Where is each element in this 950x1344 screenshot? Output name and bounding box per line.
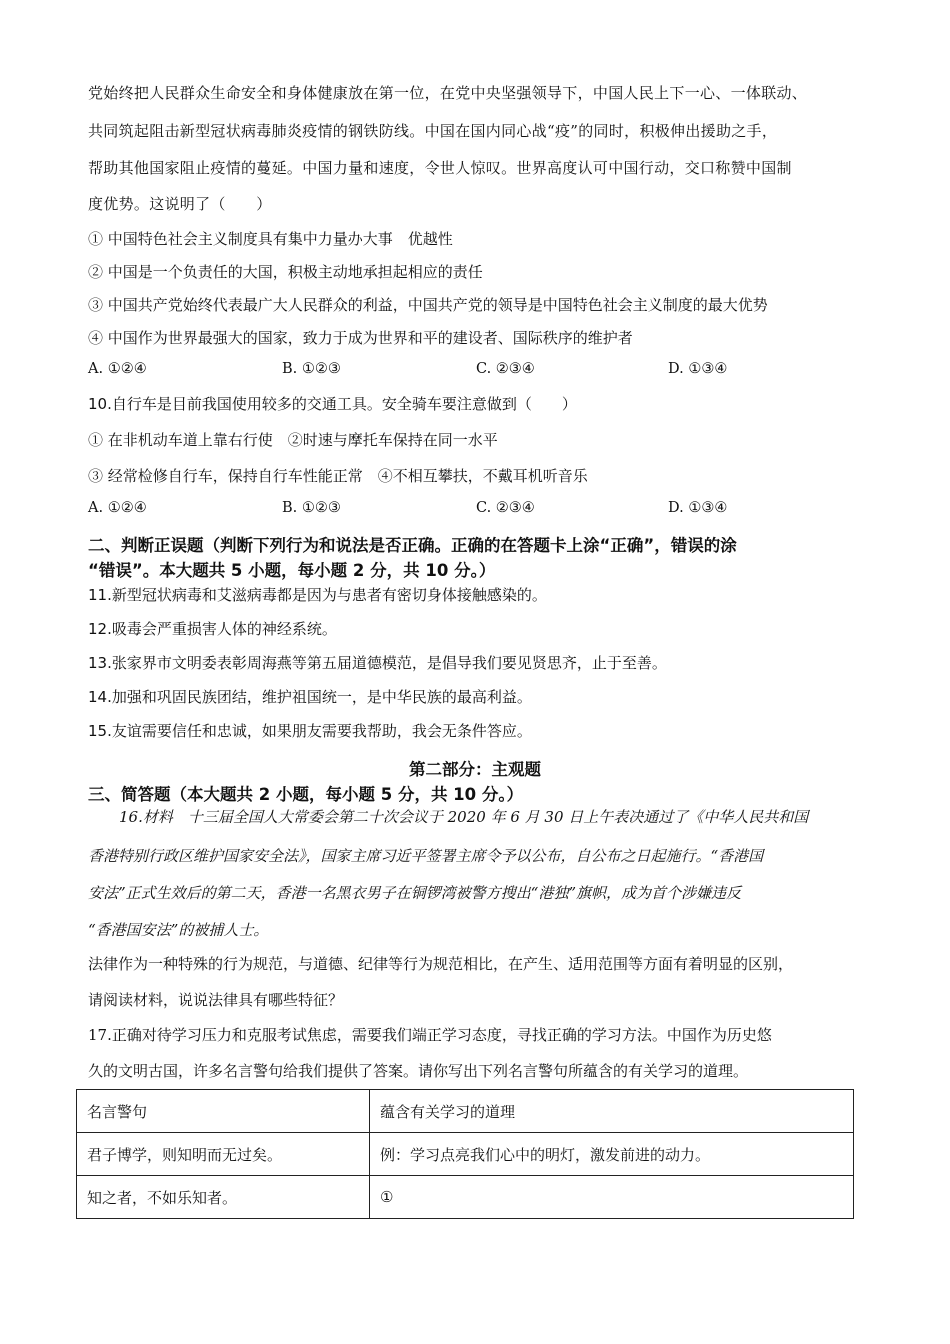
table-header-quote: 名言警句 [77, 1090, 370, 1133]
q10-item-1: ① 在非机动车道上靠右行使 ②时速与摩托车保持在同一水平 [88, 431, 498, 449]
q16-material-line-1: 16.材料 十三届全国人大常委会第二十次会议于 2020 年 6 月 30 日上午表决通过了《中华人民共和国 [119, 808, 809, 826]
table-header-row [77, 1090, 854, 1133]
q14: 14.加强和巩固民族团结，维护祖国统一，是中华民族的最高利益。 [88, 688, 532, 706]
table-row [77, 1176, 854, 1219]
q9-item-2: ② 中国是一个负责任的大国，积极主动地承担起相应的责任 [88, 263, 483, 281]
q10-option-a: A. ①②④ [88, 500, 147, 516]
q17-line-1: 17.正确对待学习压力和克服考试焦虑，需要我们端正学习态度，寻找正确的学习方法。中国作为历史悠 [88, 1026, 772, 1044]
q16-material-line-2: 香港特别行政区维护国家安全法》，国家主席习近平签署主席令予以公布，自公布之日起施行。“香港国 [88, 847, 764, 865]
q16-question-line-2: 请阅读材料，说说法律具有哪些特征？ [88, 991, 344, 1009]
table-row [77, 1133, 854, 1176]
q10-item-2: ③ 经常检修自行车，保持自行车性能正常 ④不相互攀扶，不戴耳机听音乐 [88, 467, 588, 485]
section2-heading-line-1: 二、判断正误题（判断下列行为和说法是否正确。正确的在答题卡上涂“正确”，错误的涂 [88, 536, 737, 555]
q10-stem: 10.自行车是目前我国使用较多的交通工具。安全骑车要注意做到（ ） [88, 395, 577, 413]
q9-option-a: A. ①②④ [88, 361, 147, 377]
table-cell: 知之者，不如乐知者。 [77, 1176, 370, 1219]
q9-option-c: C. ②③④ [476, 361, 535, 377]
q17-line-2: 久的文明古国，许多名言警句给我们提供了答案。请你写出下列名言警句所蕴含的有关学习的道理。 [88, 1062, 749, 1080]
q9-item-4: ④ 中国作为世界最强大的国家，致力于成为世界和平的建设者、国际秩序的维护者 [88, 329, 633, 347]
quotes-table [76, 1089, 854, 1219]
q9-stem-line-2: 共同筑起阻击新型冠状病毒肺炎疫情的钢铁防线。中国在国内同心战“疫”的同时，积极伸出援助之手， [88, 122, 778, 140]
q9-option-d: D. ①③④ [668, 361, 728, 377]
table-cell: 例：学习点亮我们心中的明灯，激发前进的动力。 [370, 1133, 854, 1176]
q10-option-b: B. ①②③ [282, 500, 341, 516]
q13: 13.张家界市文明委表彰周海燕等第五届道德模范，是倡导我们要见贤思齐，止于至善。 [88, 654, 667, 672]
q9-stem-line-3: 帮助其他国家阻止疫情的蔓延。中国力量和速度，令世人惊叹。世界高度认可中国行动，交口称赞中国制 [88, 159, 792, 177]
q9-item-1: ① 中国特色社会主义制度具有集中力量办大事 优越性 [88, 230, 453, 248]
q12: 12.吸毒会严重损害人体的神经系统。 [88, 620, 337, 638]
q11: 11.新型冠状病毒和艾滋病毒都是因为与患者有密切身体接触感染的。 [88, 586, 547, 604]
q9-stem-line-1: 党始终把人民群众生命安全和身体健康放在第一位，在党中央坚强领导下，中国人民上下一心、一体联动、 [88, 84, 808, 102]
q16-material-line-3: 安法”正式生效后的第二天，香港一名黑衣男子在铜锣湾被警方搜出“港独”旗帜，成为首个涉嫌违反 [88, 884, 742, 902]
q10-option-c: C. ②③④ [476, 500, 535, 516]
section2-heading-line-2: “错误”。本大题共 5 小题，每小题 2 分，共 10 分。） [88, 561, 496, 580]
q10-option-d: D. ①③④ [668, 500, 728, 516]
q9-item-3: ③ 中国共产党始终代表最广大人民群众的利益，中国共产党的领导是中国特色社会主义制度的最大优势 [88, 296, 768, 314]
table-header-meaning: 蕴含有关学习的道理 [370, 1090, 854, 1133]
table-cell-answer: ① [370, 1176, 854, 1219]
q16-question-line-1: 法律作为一种特殊的行为规范，与道德、纪律等行为规范相比，在产生、适用范围等方面有着明显的区别， [88, 955, 794, 973]
q9-option-b: B. ①②③ [282, 361, 341, 377]
part2-title: 第二部分：主观题 [409, 760, 541, 779]
section3-heading: 三、简答题（本大题共 2 小题，每小题 5 分，共 10 分。） [88, 785, 524, 804]
q9-stem-line-4: 度优势。这说明了（ ） [88, 195, 272, 213]
q16-material-line-4: “香港国安法”的被捕人士。 [88, 921, 269, 939]
table-cell: 君子博学，则知明而无过矣。 [77, 1133, 370, 1176]
q15: 15.友谊需要信任和忠诚，如果朋友需要我帮助，我会无条件答应。 [88, 722, 532, 740]
